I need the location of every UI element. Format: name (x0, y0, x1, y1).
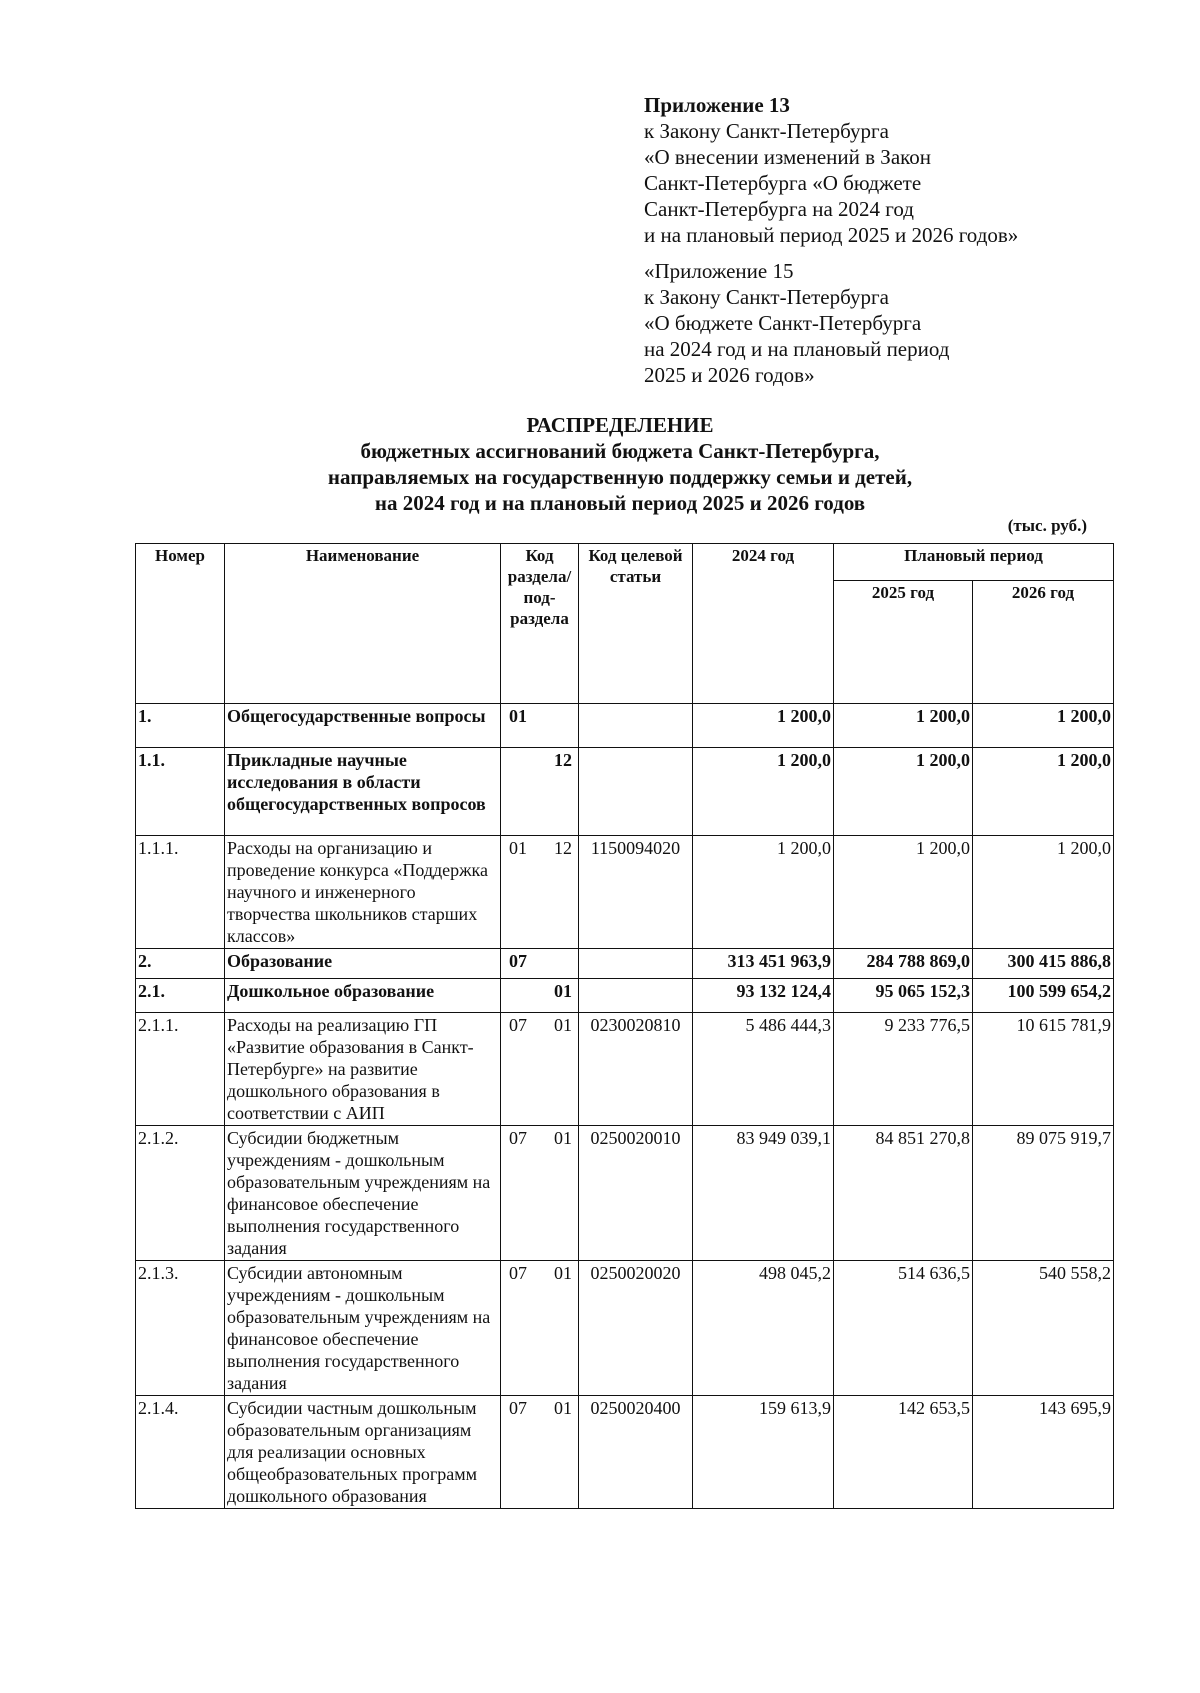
section-code: 07 (509, 951, 527, 971)
header-target-code: Код целевой статьи (579, 544, 693, 704)
appendix-line: Санкт-Петербурга на 2024 год (644, 197, 914, 221)
row-value-2026: 143 695,9 (973, 1396, 1114, 1509)
row-value-2024: 1 200,0 (693, 836, 834, 949)
row-number: 2.1.4. (136, 1396, 225, 1509)
row-name: Расходы на организацию и проведение конкурса «Поддержка научного и инженерного творчества школьников старших классов» (225, 836, 501, 949)
row-name: Образование (225, 949, 501, 979)
row-section-code (501, 1126, 579, 1261)
row-value-2024: 83 949 039,1 (693, 1126, 834, 1261)
appendix-line: к Закону Санкт-Петербурга (644, 285, 889, 309)
row-target-code: 0250020400 (579, 1396, 693, 1509)
row-number: 2.1.1. (136, 1013, 225, 1126)
row-value-2024: 159 613,9 (693, 1396, 834, 1509)
row-name: Субсидии автономным учреждениям - дошкольным образовательным учреждениям на финансовое обеспечение выполнения государственного задания (225, 1261, 501, 1396)
table-row (136, 1396, 1114, 1509)
appendix-line: к Закону Санкт-Петербурга (644, 119, 889, 143)
row-section-code (501, 704, 579, 748)
row-section-code (501, 1261, 579, 1396)
title-line: бюджетных ассигнований бюджета Санкт-Петербурга, (360, 439, 880, 463)
section-code: 07 (509, 1015, 527, 1035)
row-target-code: 0250020020 (579, 1261, 693, 1396)
row-name: Общегосударственные вопросы (225, 704, 501, 748)
table-row (136, 979, 1114, 1013)
row-name: Субсидии бюджетным учреждениям - дошкольным образовательным учреждениям на финансовое обеспечение выполнения государственного задания (225, 1126, 501, 1261)
row-name: Субсидии частным дошкольным образовательным организациям для реализации основных общеобразовательных программ дошкольного образования (225, 1396, 501, 1509)
title-line: РАСПРЕДЕЛЕНИЕ (526, 413, 714, 437)
row-value-2025: 514 636,5 (834, 1261, 973, 1396)
section-code: 07 (509, 1128, 527, 1148)
subsection-code: 01 (554, 981, 572, 1001)
row-value-2026: 300 415 886,8 (973, 949, 1114, 979)
appendix-line: и на плановый период 2025 и 2026 годов» (644, 223, 1019, 247)
row-target-code: 0250020010 (579, 1126, 693, 1261)
subsection-code: 12 (554, 838, 572, 858)
header-section-code: Код раздела/ под-раздела (501, 544, 579, 704)
table-row (136, 1261, 1114, 1396)
subsection-code: 01 (554, 1015, 572, 1035)
row-target-code (579, 949, 693, 979)
units-label: (тыс. руб.) (1007, 516, 1087, 535)
row-section-code (501, 748, 579, 836)
row-value-2025: 9 233 776,5 (834, 1013, 973, 1126)
subsection-code: 01 (554, 1263, 572, 1283)
table-row (136, 949, 1114, 979)
title-line: на 2024 год и на плановый период 2025 и 2026 годов (374, 491, 866, 515)
subsection-code: 01 (554, 1128, 572, 1148)
row-value-2026: 1 200,0 (973, 748, 1114, 836)
row-target-code (579, 979, 693, 1013)
row-number: 2.1. (136, 979, 225, 1013)
row-name: Дошкольное образование (225, 979, 501, 1013)
subsection-code: 01 (554, 1398, 572, 1418)
header-2024: 2024 год (693, 544, 834, 704)
row-name: Расходы на реализацию ГП «Развитие образования в Санкт-Петербурге» на развитие дошкольного образования в соответствии с АИП (225, 1013, 501, 1126)
appendix-line: 2025 и 2026 годов» (644, 363, 815, 387)
title-line: направляемых на государственную поддержку семьи и детей, (327, 465, 913, 489)
appendix-line: на 2024 год и на плановый период (644, 337, 950, 361)
row-value-2025: 1 200,0 (834, 748, 973, 836)
row-value-2026: 10 615 781,9 (973, 1013, 1114, 1126)
appendix-line: «О бюджете Санкт-Петербурга (644, 311, 922, 335)
row-value-2025: 1 200,0 (834, 704, 973, 748)
row-value-2026: 1 200,0 (973, 836, 1114, 949)
row-section-code (501, 1013, 579, 1126)
row-value-2025: 284 788 869,0 (834, 949, 973, 979)
row-number: 1. (136, 704, 225, 748)
section-code: 07 (509, 1398, 527, 1418)
section-code: 07 (509, 1263, 527, 1283)
row-section-code (501, 979, 579, 1013)
document-title (130, 412, 1110, 516)
row-value-2025: 1 200,0 (834, 836, 973, 949)
row-value-2025: 142 653,5 (834, 1396, 973, 1509)
row-value-2024: 1 200,0 (693, 704, 834, 748)
row-value-2024: 93 132 124,4 (693, 979, 834, 1013)
header-plan-period: Плановый период (834, 544, 1114, 581)
row-section-code (501, 949, 579, 979)
row-target-code (579, 704, 693, 748)
header-2026: 2026 год (973, 581, 1114, 704)
table-body (136, 704, 1114, 1509)
row-number: 2.1.3. (136, 1261, 225, 1396)
row-number: 2. (136, 949, 225, 979)
row-value-2024: 498 045,2 (693, 1261, 834, 1396)
row-value-2025: 95 065 152,3 (834, 979, 973, 1013)
row-section-code (501, 836, 579, 949)
appendix-line: Санкт-Петербурга «О бюджете (644, 171, 922, 195)
subsection-code: 12 (554, 750, 572, 770)
row-value-2026: 540 558,2 (973, 1261, 1114, 1396)
row-target-code: 0230020810 (579, 1013, 693, 1126)
appendix-number: Приложение 13 (644, 93, 790, 117)
budget-table (135, 543, 1114, 1509)
row-target-code (579, 748, 693, 836)
row-number: 1.1.1. (136, 836, 225, 949)
table-row (136, 836, 1114, 949)
row-value-2026: 89 075 919,7 (973, 1126, 1114, 1261)
header-number: Номер (136, 544, 225, 704)
row-value-2024: 1 200,0 (693, 748, 834, 836)
row-number: 2.1.2. (136, 1126, 225, 1261)
appendix-line: «О внесении изменений в Закон (644, 145, 932, 169)
table-row (136, 748, 1114, 836)
row-number: 1.1. (136, 748, 225, 836)
row-value-2024: 313 451 963,9 (693, 949, 834, 979)
appendix-line: «Приложение 15 (644, 259, 794, 283)
row-name: Прикладные научные исследования в области общегосударственных вопросов (225, 748, 501, 836)
row-value-2025: 84 851 270,8 (834, 1126, 973, 1261)
header-name: Наименование (225, 544, 501, 704)
row-value-2026: 100 599 654,2 (973, 979, 1114, 1013)
row-value-2024: 5 486 444,3 (693, 1013, 834, 1126)
row-target-code: 1150094020 (579, 836, 693, 949)
appendix-heading (644, 92, 1124, 388)
table-row (136, 1013, 1114, 1126)
table-row (136, 704, 1114, 748)
header-2025: 2025 год (834, 581, 973, 704)
row-section-code (501, 1396, 579, 1509)
section-code: 01 (509, 838, 527, 858)
section-code: 01 (509, 706, 527, 726)
row-value-2026: 1 200,0 (973, 704, 1114, 748)
table-row (136, 1126, 1114, 1261)
